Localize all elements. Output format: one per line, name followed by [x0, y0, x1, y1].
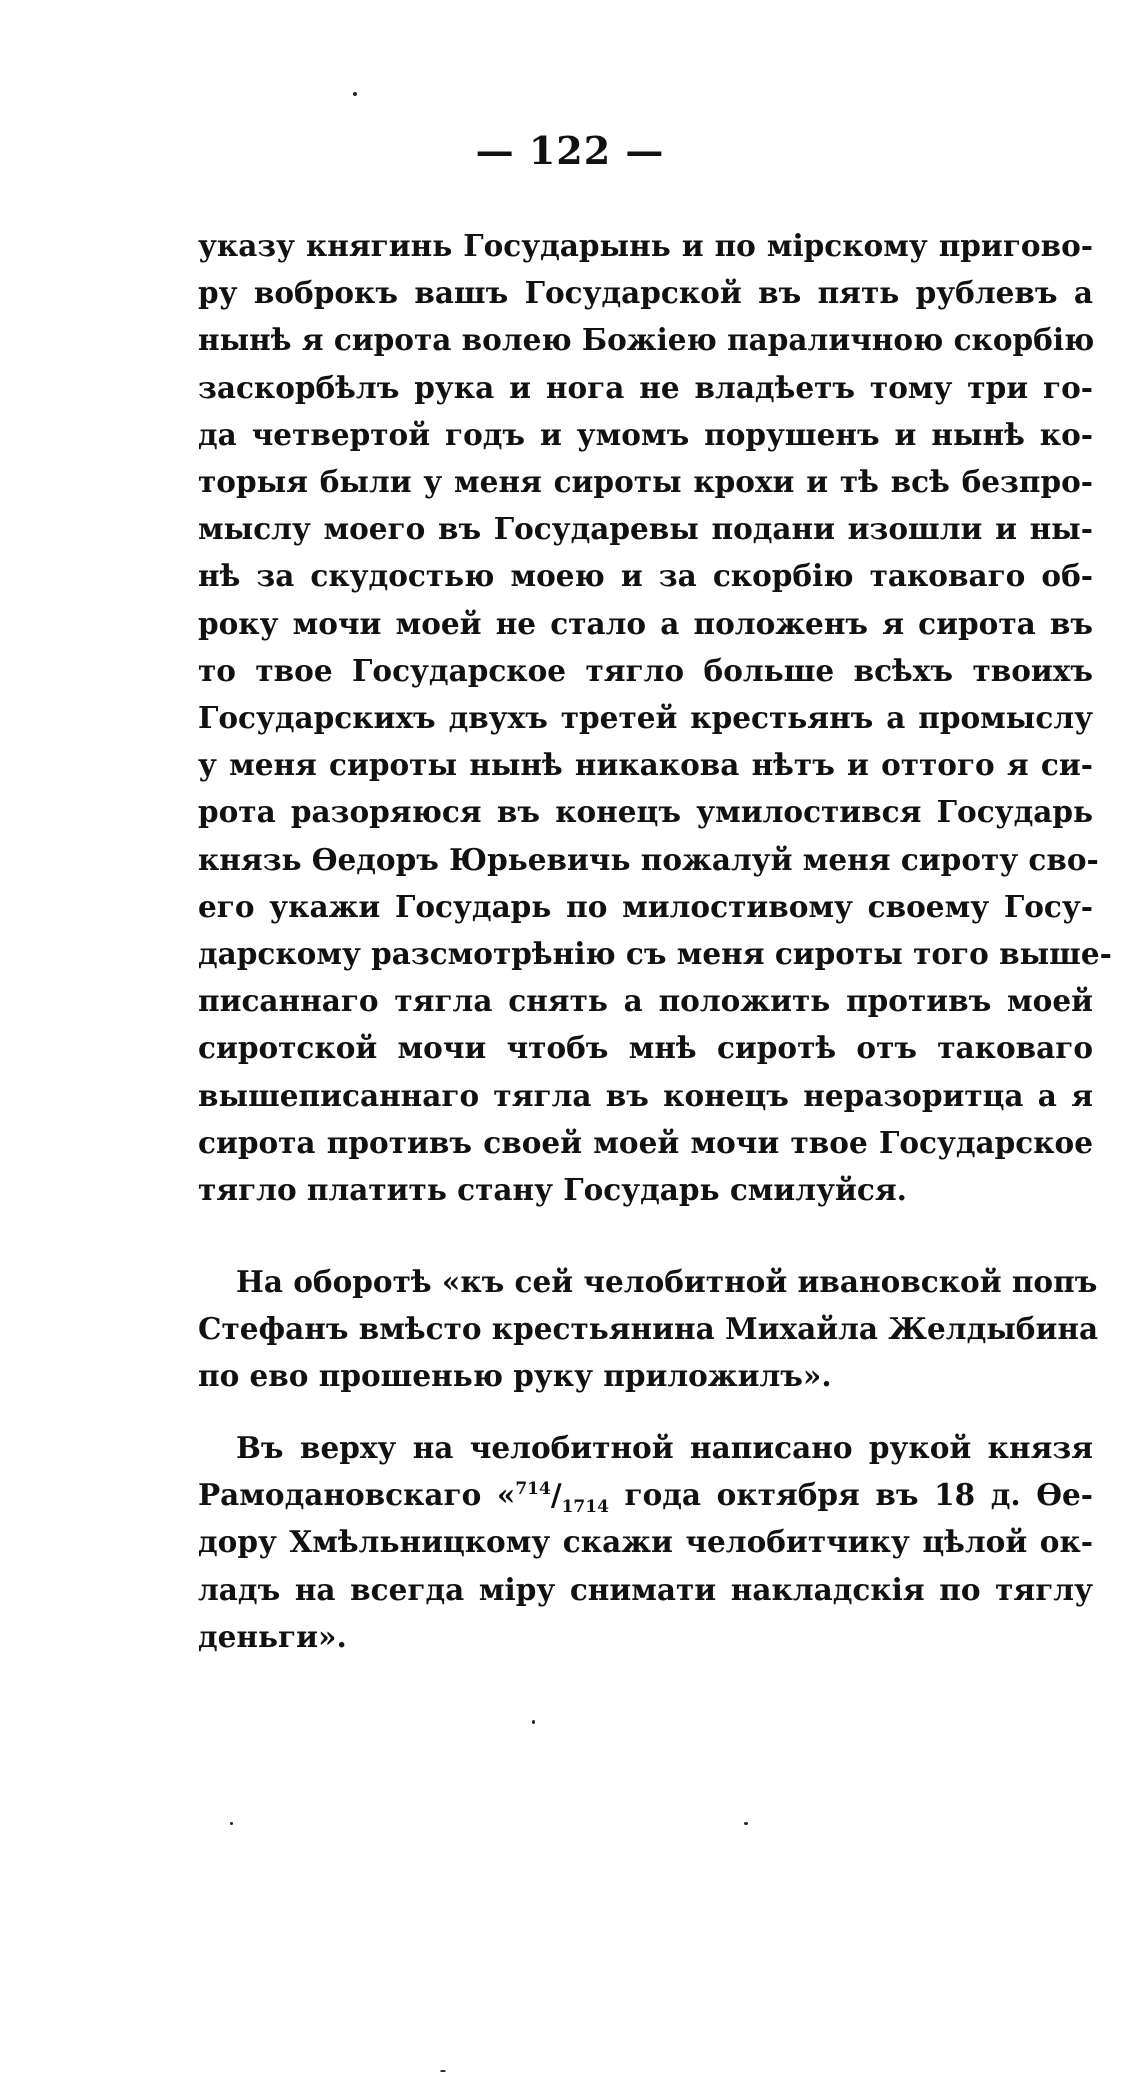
text-line-with-fraction: [198, 1471, 1093, 1518]
paragraph-resolution: [198, 1424, 1093, 1660]
text-line: его укажи Государь по милостивому своему Госу-: [198, 888, 1093, 924]
print-speck: [230, 1822, 233, 1825]
text-line: нынѣ я сирота волею Божіею параличною скорбію: [198, 322, 1095, 358]
text-line: Государскихъ двухъ третей крестьянъ а промыслу: [198, 700, 1093, 736]
paragraph-petition: [198, 222, 1112, 1213]
text-line: указу княгинь Государынь и по мірскому пригово-: [198, 228, 1093, 263]
text-line: року мочи моей не стало а положенъ я сирота въ: [198, 605, 1093, 641]
text-line: писаннаго тягла снять а положить противъ моей: [198, 983, 1093, 1019]
text-line: да четвертой годъ и умомъ порушенъ и нынѣ ко-: [198, 416, 1093, 452]
paragraph-reverse-note: [198, 1258, 1099, 1400]
text-line: дарскому разсмотрѣнію съ меня сироты того выше-: [198, 936, 1112, 972]
text-line: заскорбѣлъ рука и нога не владѣетъ тому три го-: [198, 369, 1093, 405]
text-line: нѣ за скудостью моею и за скорбію таковаго об-: [198, 558, 1093, 594]
fraction-numerator: 714: [515, 1479, 551, 1500]
print-speck: [532, 1720, 535, 1724]
text-line: тягло платить стану Государь смилуйся.: [198, 1172, 907, 1208]
text-line: деньги».: [198, 1618, 347, 1654]
fraction-suffix: года октября въ 18 д. Ѳе-: [608, 1477, 1093, 1513]
text-line: мыслу моего въ Государевы подани изошли и ны-: [198, 511, 1093, 547]
text-line: ру воброкъ вашъ Государской въ пять рублевъ а: [198, 275, 1093, 311]
text-line: у меня сироты нынѣ никакова нѣтъ и оттого я си-: [198, 747, 1093, 783]
text-line: На оборотѣ «къ сей челобитной ивановской попъ: [236, 1264, 1098, 1299]
text-line: сирота противъ своей моей мочи твое Государское: [198, 1124, 1093, 1160]
text-line: рота разоряюся въ конецъ умилостився Государь: [198, 794, 1093, 830]
text-line: Въ верху на челобитной написано рукой князя: [236, 1430, 1093, 1465]
print-speck: [440, 2070, 446, 2072]
fraction-prefix: Рамодановскаго «: [198, 1477, 516, 1513]
text-line: сиротской мочи чтобъ мнѣ сиротѣ отъ таковаго: [198, 1030, 1093, 1066]
text-line: Стефанъ вмѣсто крестьянина Михайла Желдыбина: [198, 1311, 1099, 1347]
text-line: дору Хмѣльницкому скажи челобитчику цѣлой ок-: [198, 1524, 1093, 1560]
text-line: князь Ѳедоръ Юрьевичь пожалуй меня сироту сво-: [198, 841, 1099, 877]
text-line: торыя были у меня сироты крохи и тѣ всѣ безпро-: [198, 464, 1093, 500]
text-line: по ево прошенью руку приложилъ».: [198, 1358, 832, 1394]
text-line: ладъ на всегда міру снимати накладскія по тяглу: [198, 1571, 1093, 1607]
page-number: — 122 —: [475, 128, 665, 173]
text-line: то твое Государское тягло больше всѣхъ твоихъ: [198, 652, 1093, 688]
text-line: вышеписаннаго тягла въ конецъ неразоритца а я: [198, 1077, 1093, 1113]
fraction-denominator: 1714: [561, 1497, 609, 1518]
fraction-slash: /: [550, 1477, 562, 1513]
print-speck: [353, 92, 357, 96]
print-speck: [744, 1822, 748, 1825]
